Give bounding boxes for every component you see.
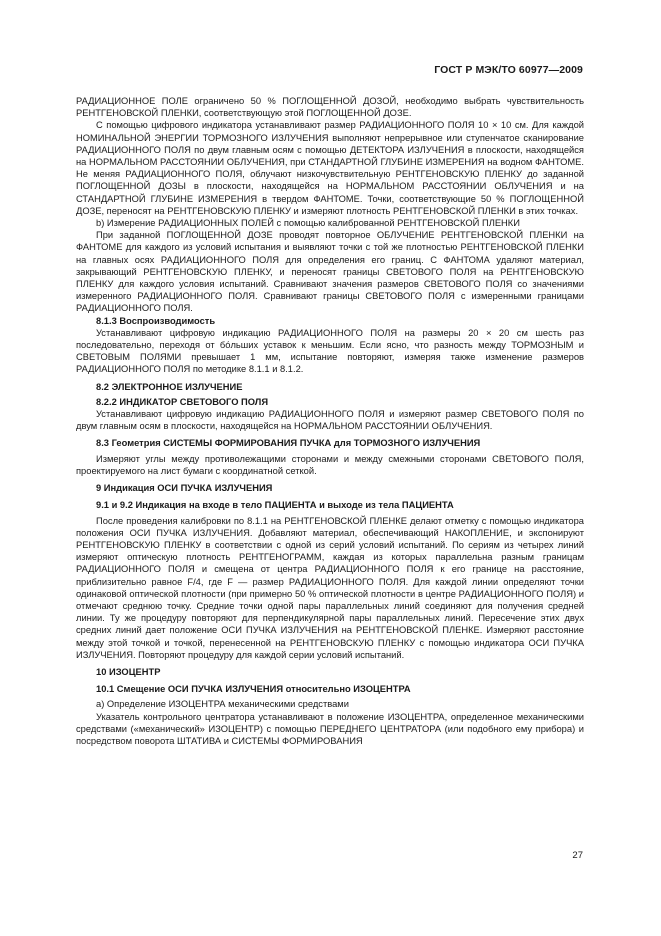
paragraph: b) Измерение РАДИАЦИОННЫХ ПОЛЕЙ с помощью калиброванной РЕНТГЕНОВСКОЙ ПЛЕНКИ xyxy=(96,218,520,229)
section-heading-8-2: 8.2 ЭЛЕКТРОННОЕ ИЗЛУЧЕНИЕ xyxy=(96,381,243,392)
paragraph: Устанавливают цифровую индикацию РАДИАЦИОННОГО ПОЛЯ и измеряют размер СВЕТОВОГО ПОЛЯ по двум главным осям в плоскости, находящейся на НОРМАЛЬНОМ РАССТОЯНИИ ОБЛУЧЕНИЯ. xyxy=(76,409,584,432)
document-body xyxy=(76,95,584,747)
paragraph: Указатель контрольного центратора устанавливают в положение ИЗОЦЕНТРА, определенное механическими средствами («механический» ИЗОЦЕНТР) с помощью ПЕРЕДНЕГО ЦЕНТРАТОРА (или подобного ему прибора) и посредством поворота ШТАТИВА и СИСТЕМЫ ФОРМИРОВАНИЯ xyxy=(76,711,584,746)
paragraph: При заданной ПОГЛОЩЕННОЙ ДОЗЕ проводят повторное ОБЛУЧЕНИЕ РЕНТГЕНОВСКОЙ ПЛЕНКИ на ФАНТОМЕ для каждого из условий испытания и выявляют точки с той же плотностью РЕНТГЕНОВСКОЙ ПЛЕНКИ на главных осях РАДИАЦИОННОГО ПОЛЯ для определения его границ. С ФАНТОМА удаляют материал, закрывающий РЕНТГЕНОВСКУЮ ПЛЕНКУ, и переносят границы СВЕТОВОГО ПОЛЯ на РЕНТГЕНОВСКУЮ ПЛЕНКУ для каждого условия испытаний. Сравнивают значения размеров СВЕТОВОГО ПОЛЯ со значениями измеренного РАДИАЦИОННОГО ПОЛЯ. Сравнивают границы СВЕТОВОГО ПОЛЯ с измеренными границами РАДИАЦИОННОГО ПОЛЯ. xyxy=(76,230,584,314)
paragraph: С помощью цифрового индикатора устанавливают размер РАДИАЦИОННОГО ПОЛЯ 10 × 10 см. Для каждой НОМИНАЛЬНОЙ ЭНЕРГИИ ТОРМОЗНОГО ИЗЛУЧЕНИЯ выполняют непрерывное или ступенчатое сканирование РАДИАЦИОННОГО ПОЛЯ по двум главным осям с помощью ДЕТЕКТОРА ИЗЛУЧЕНИЯ в плоскости, находящейся на НОРМАЛЬНОМ РАССТОЯНИИ ОБЛУЧЕНИЯ, при СТАНДАРТНОЙ ГЛУБИНЕ ИЗМЕРЕНИЯ на водном ФАНТОМЕ. Не меняя РАДИАЦИОННОГО ПОЛЯ, облучают низкочувствительную РЕНТГЕНОВСКУЮ ПЛЕНКУ до заданной ПОГЛОЩЕННОЙ ДОЗЫ в плоскости, находящейся на НОРМАЛЬНОМ РАССТОЯНИИ ОБЛУЧЕНИЯ и на СТАНДАРТНОЙ ГЛУБИНЕ ИЗМЕРЕНИЯ в твердом ФАНТОМЕ. Точки, соответствующие 50 % ПОГЛОЩЕННОЙ ДОЗЕ, переносят на РЕНТГЕНОВСКУЮ ПЛЕНКУ и измеряют плотность РЕНТГЕНОВСКОЙ ПЛЕНКИ в этих точках. xyxy=(76,120,584,216)
section-heading-10: 10 ИЗОЦЕНТР xyxy=(96,666,161,677)
paragraph: а) Определение ИЗОЦЕНТРА механическими средствами xyxy=(96,699,349,710)
document-code-header: ГОСТ Р МЭК/ТО 60977—2009 xyxy=(434,64,583,76)
section-heading-10-1: 10.1 Смещение ОСИ ПУЧКА ИЗЛУЧЕНИЯ относительно ИЗОЦЕНТРА xyxy=(96,684,411,695)
section-heading-8-2-2: 8.2.2 ИНДИКАТОР СВЕТОВОГО ПОЛЯ xyxy=(96,396,269,407)
paragraph: После проведения калибровки по 8.1.1 на РЕНТГЕНОВСКОЙ ПЛЕНКЕ делают отметку с помощью индикатора положения ОСИ ПУЧКА ИЗЛУЧЕНИЯ. Добавляют материал, обеспечивающий НАКОПЛЕНИЕ, и экспонируют РЕНТГЕНОВСКУЮ ПЛЕНКУ в соответствии с одной из серий условий испытаний. По сериям из четырех линий измеряют оптическую плотность РЕНТГЕНОГРАММ, каждая из которых параллельна разным границам РАДИАЦИОННОГО ПОЛЯ и смещена от центра РАДИАЦИОННОГО ПОЛЯ к его границе на расстояние, приблизительно равное F/4, где F — размер РАДИАЦИОННОГО ПОЛЯ. Для каждой линии определяют точки одинаковой оптической плотности (при примерно 50 % оптической плотности в центре РАДИАЦИОННОГО ПОЛЯ) и отмечают среднюю точку. Средние точки одной пары параллельных линий соединяют для получения средней линии. Ту же процедуру повторяют для перпендикулярной пары параллельных линий. Пересечение этих двух средних линий дает положение ОСИ ПУЧКА ИЗЛУЧЕНИЯ на РЕНТГЕНОВСКОЙ ПЛЕНКЕ. Измеряют расстояние между этой точкой и точкой, перенесенной на РЕНТГЕНОВСКУЮ ПЛЕНКУ с помощью индикатора ОСИ ПУЧКА ИЗЛУЧЕНИЯ. Повторяют процедуру для каждой серии условий испытаний. xyxy=(76,515,584,660)
section-heading-9: 9 Индикация ОСИ ПУЧКА ИЗЛУЧЕНИЯ xyxy=(96,483,273,494)
paragraph: Измеряют углы между противолежащими сторонами и между смежными сторонами СВЕТОВОГО ПОЛЯ, проектируемого на лист бумаги с координатной сеткой. xyxy=(76,453,584,476)
paragraph: Устанавливают цифровую индикацию РАДИАЦИОННОГО ПОЛЯ на размеры 20 × 20 см шесть раз последовательно, переходя от бо́льших уставок к меньшим. Если ясно, что разность между ТОРМОЗНЫМ и СВЕТОВЫМ ПОЛЯМИ превышает 1 мм, испытание повторяют, измеряя также изменение размеров РАДИАЦИОННОГО ПОЛЯ по методике 8.1.1 и 8.1.2. xyxy=(76,327,584,375)
section-heading-8-1-3: 8.1.3 Воспроизводимость xyxy=(96,315,216,326)
section-heading-9-1-9-2: 9.1 и 9.2 Индикация на входе в тело ПАЦИЕНТА и выходе из тела ПАЦИЕНТА xyxy=(96,500,454,511)
paragraph: РАДИАЦИОННОЕ ПОЛЕ ограничено 50 % ПОГЛОЩЕННОЙ ДОЗОЙ, необходимо выбрать чувствительность РЕНТГЕНОВСКОЙ ПЛЕНКИ, соответствующую этой ПОГЛОЩЕННОЙ ДОЗЕ. xyxy=(76,96,584,119)
page-number: 27 xyxy=(572,850,583,861)
section-heading-8-3: 8.3 Геометрия СИСТЕМЫ ФОРМИРОВАНИЯ ПУЧКА для ТОРМОЗНОГО ИЗЛУЧЕНИЯ xyxy=(96,438,481,449)
